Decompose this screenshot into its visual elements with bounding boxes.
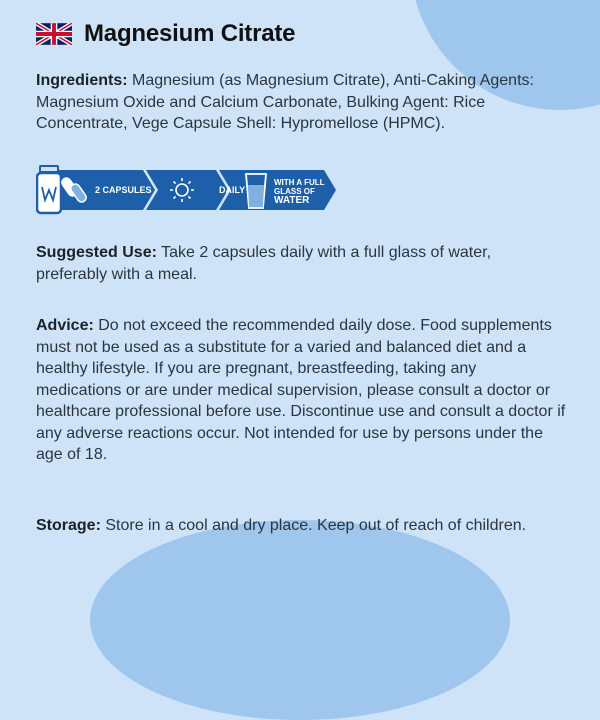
- ingredients-text: Magnesium (as Magnesium Citrate), Anti-Caking Agents: Magnesium Oxide and Calcium Carbonate, Bulking Agent: Rice Concentrate, Vege Capsule Shell: Hypromellose (HPMC).: [36, 72, 534, 132]
- bottle-icon: [37, 166, 61, 213]
- water-label-line1: WITH A FULL: [274, 178, 325, 187]
- water-label-line3: WATER: [274, 195, 310, 206]
- advice-label: Advice:: [36, 317, 94, 334]
- ingredients-label: Ingredients:: [36, 72, 128, 89]
- capsules-label: 2 CAPSULES: [95, 185, 152, 195]
- daily-label: DAILY: [219, 185, 246, 195]
- advice-section: [36, 315, 566, 466]
- water-label-line2: GLASS OF: [274, 187, 315, 196]
- suggested-use-text: Take 2 capsules daily with a full glass of water, preferably with a meal.: [36, 244, 492, 283]
- header: [36, 20, 295, 48]
- storage-label: Storage:: [36, 517, 101, 534]
- suggested-use-section: [36, 242, 566, 285]
- page-title: Magnesium Citrate: [84, 20, 296, 47]
- dosage-banner: [36, 165, 336, 215]
- suggested-use-label: Suggested Use:: [36, 244, 157, 261]
- storage-text: Store in a cool and dry place. Keep out of reach of children.: [100, 517, 527, 534]
- advice-text: Do not exceed the recommended daily dose. Food supplements must not be used as a substitute for a varied and balanced diet and a healthy lifestyle. If you are pregnant, breastfeeding, taking any medications or are under medical supervision, please consult a doctor or healthcare professional before use. Discontinue use and consult a doctor if any adverse reactions occur. Not intended for use by persons under the age of 18.: [36, 317, 566, 463]
- decorative-circle-bottom: [90, 520, 510, 720]
- water-label: [274, 178, 325, 205]
- storage-section: [36, 515, 566, 537]
- uk-flag-icon: [36, 23, 72, 45]
- ingredients-section: [36, 70, 566, 135]
